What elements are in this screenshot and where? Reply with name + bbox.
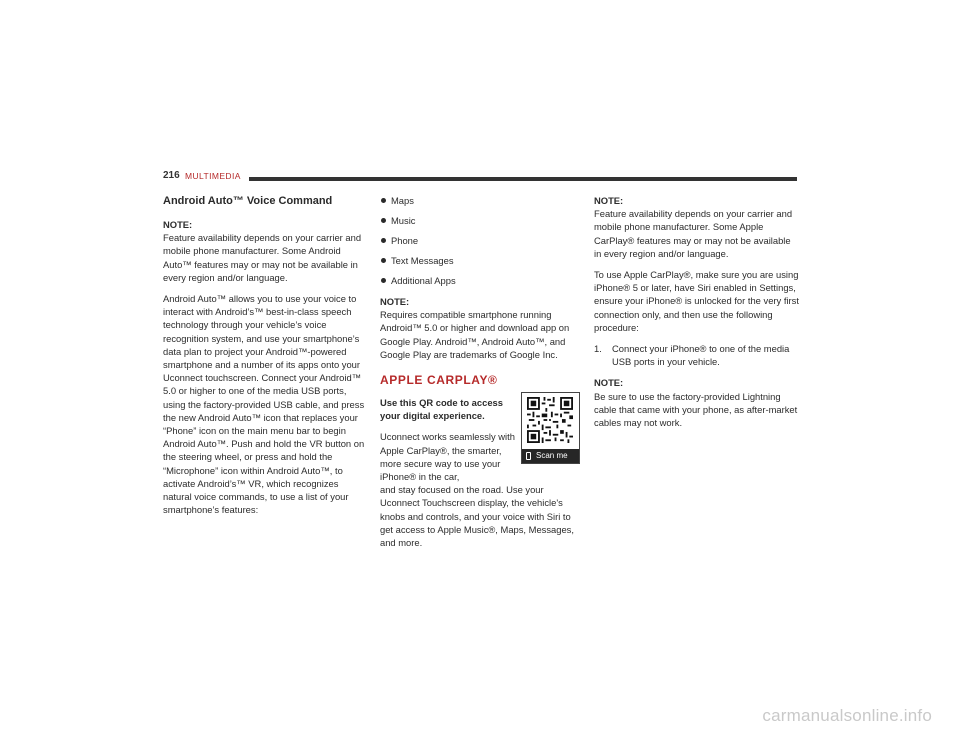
note-text: Feature availability depends on your carrier and mobile phone manufacturer. Some Apple CarPlay® features may or may not be available in every region and/or language. <box>594 208 793 259</box>
step-item <box>594 342 799 368</box>
scan-me-button[interactable] <box>522 449 579 463</box>
list-item: Additional Apps <box>380 274 580 287</box>
column-right <box>594 194 799 437</box>
column-middle <box>380 194 580 557</box>
carplay-body-continued: and stay focused on the road. Use your Uconnect Touchscreen display, the vehicle's knobs and controls, and your voice with Siri to get access to Apple Music®, Maps, Messages, and more. <box>380 484 574 549</box>
android-auto-heading: Android Auto™ Voice Command <box>163 195 333 207</box>
list-item: Music <box>380 214 580 227</box>
section-title: MULTIMEDIA <box>185 171 241 181</box>
watermark-text: carmanualsonline.info <box>762 706 932 725</box>
note-label: NOTE: <box>380 296 410 307</box>
list-item: Text Messages <box>380 254 580 267</box>
procedure-steps <box>594 342 799 368</box>
note-label: NOTE: <box>163 219 193 230</box>
carplay-requirements: To use Apple CarPlay®, make sure you are using iPhone® 5 or later, have Siri enabled in Settings, ensure your iPhone® is unlocked for the very first connection only, and then use the following procedure: <box>594 269 799 333</box>
page-number: 216 <box>163 170 180 181</box>
qr-code-icon <box>527 397 573 443</box>
qr-code[interactable] <box>521 392 580 464</box>
feature-list <box>380 194 580 287</box>
note-label: NOTE: <box>594 195 624 206</box>
qr-lead-text: Use this QR code to access your digital experience. <box>380 397 503 422</box>
note-block <box>380 295 580 361</box>
note-block <box>163 218 366 284</box>
android-auto-body: Android Auto™ allows you to use your voice to interact with Android’s™ best-in-class speech technology through your vehicle’s voice recognition system, and use your smartphone’s data plan to project your Android™-powered smartphone and a number of its apps onto your Uconnect touchscreen. Connect your Android™ 5.0 or higher to one of the media USB ports, using the factory-provided USB cable, and press the new Android Auto™ icon that replaces your “Phone” icon on the main menu bar to begin Android Auto™. Push and hold the VR button on the steering wheel, or press and hold the “Microphone” icon within Android Auto™, to activate Android’s™ VR, which recognizes natural voice commands, to use a list of your smartphone’s features: <box>163 293 365 516</box>
header-rule <box>249 177 797 181</box>
carplay-body-wrapped: Uconnect works seamlessly with Apple CarPlay®, the smarter, more secure way to use your iPhone® in the car, <box>380 431 515 483</box>
note-block <box>594 376 799 429</box>
column-left <box>163 194 366 524</box>
note-text: Be sure to use the factory-provided Lightning cable that came with your phone, as after-market cables may not work. <box>594 390 798 429</box>
note-block <box>594 194 799 260</box>
step-text: Connect your iPhone® to one of the media USB ports in your vehicle. <box>612 343 790 368</box>
note-text: Feature availability depends on your carrier and mobile phone manufacturer. Some Android Auto™ features may or may not be available in every region and/or language. <box>163 232 362 283</box>
step-number: 1. <box>594 343 602 355</box>
page-header <box>163 170 797 186</box>
note-label: NOTE: <box>594 377 624 389</box>
scan-me-label: Scan me <box>536 451 568 461</box>
apple-carplay-heading: APPLE CARPLAY® <box>380 373 498 388</box>
phone-icon <box>526 452 531 460</box>
list-item: Maps <box>380 194 580 207</box>
list-item: Phone <box>380 234 580 247</box>
note-text: Requires compatible smartphone running Android™ 5.0 or higher and download app on Google Play. Android™, Android Auto™, and Google Play are trademarks of Google Inc. <box>380 309 570 360</box>
